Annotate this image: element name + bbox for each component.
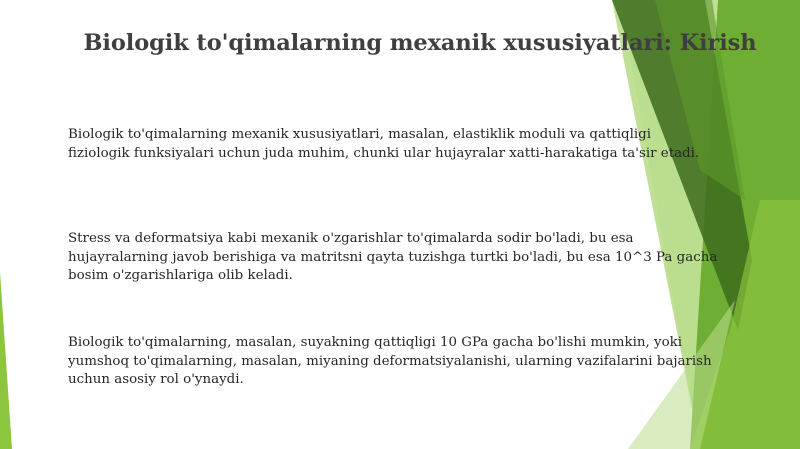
left-edge-sliver <box>0 272 12 449</box>
paragraph-3: Biologik to'qimalarning, masalan, suyakning qattiqligi 10 GPa gacha bo'lishi mumkin, yoki yumshoq to'qimalarning, masalan, miyaning deformatsiyalanishi, ularning vazifalarini bajarish uchun asosiy rol o'ynaydi. <box>68 335 712 387</box>
slide-title: Biologik to'qimalarning mexanik xususiyatlari: Kirish <box>83 30 757 56</box>
paragraph-1: Biologik to'qimalarning mexanik xususiyatlari, masalan, elastiklik moduli va qattiqligi fiziologik funksiyalari uchun juda muhim, chunki ular hujayralar xatti-harakatiga ta'sir etadi. <box>68 127 700 161</box>
paragraph-2: Stress va deformatsiya kabi mexanik o'zgarishlar to'qimalarda sodir bo'ladi, bu esa hujayralarning javob berishiga va matritsni qayta tuzishga turtki bo'ladi, bu esa 10^3 Pa gacha bosim o'zgarishlariga olib keladi. <box>68 231 718 283</box>
